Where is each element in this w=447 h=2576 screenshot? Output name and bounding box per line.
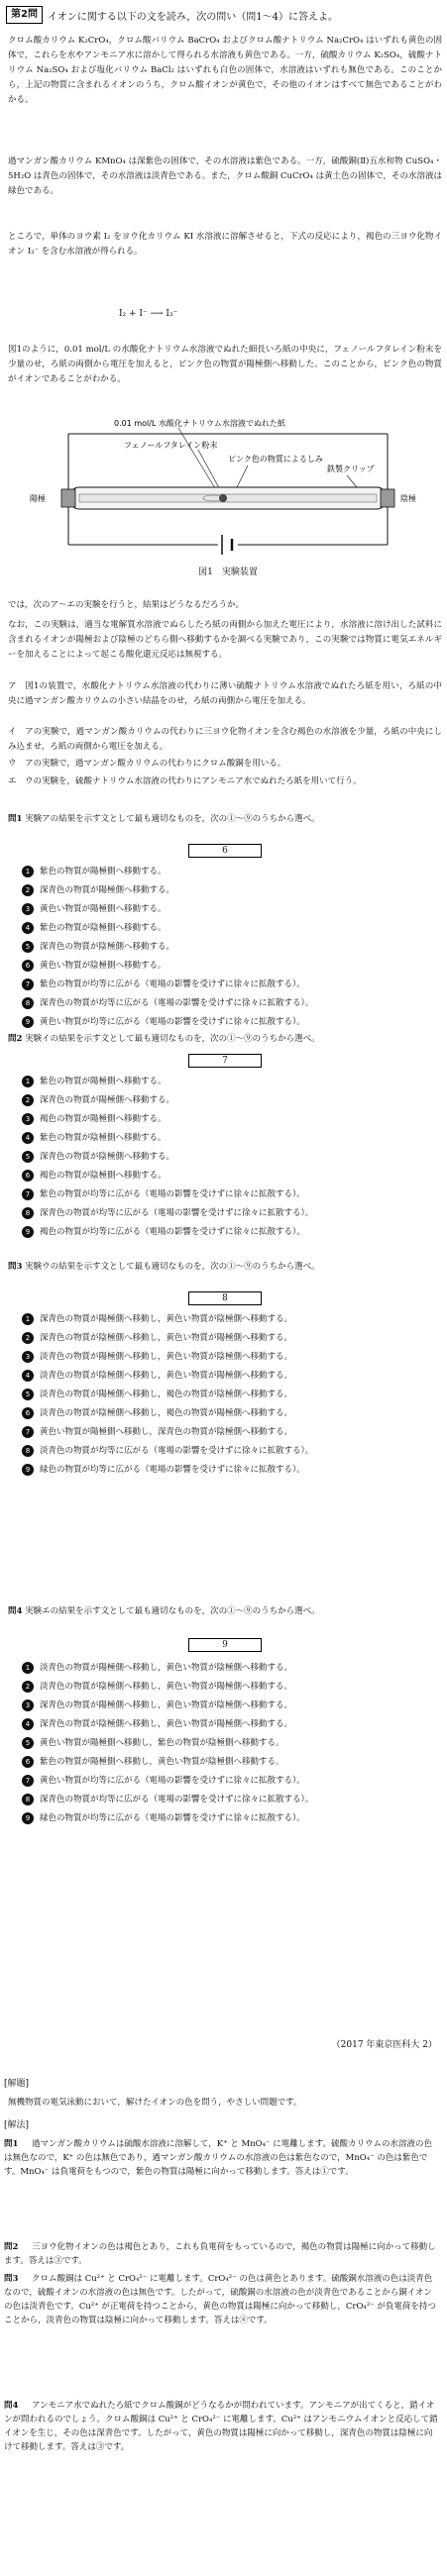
option-text: 黄色い物質が均等に広がる（電場の影響を受けずに徐々に拡散する）。	[40, 1017, 305, 1027]
question-3	[8, 1260, 442, 1275]
reaction-equation: I₂ + I⁻ ⟶ I₃⁻	[119, 309, 178, 319]
solution-item-3	[4, 2272, 440, 2327]
option-number-badge: 3	[22, 903, 34, 915]
question-2	[8, 1032, 442, 1047]
option-item[interactable]	[22, 1351, 438, 1363]
figure-caption: 図1 実験装置	[198, 567, 258, 577]
option-item[interactable]	[22, 1407, 438, 1419]
solution-item-2	[4, 2240, 440, 2268]
option-item[interactable]	[22, 1775, 438, 1787]
solution-item-1-label: 問1	[4, 2139, 19, 2149]
option-number-badge: 5	[22, 1389, 34, 1400]
option-number-badge: 7	[22, 1775, 34, 1787]
option-text: 深青色の物質が陰極側へ移動し，黄色い物質が陽極側へ移動する。	[40, 1333, 293, 1343]
option-number-badge: 3	[22, 1113, 34, 1125]
option-text: 深青色の物質が陽極側へ移動し，黄色い物質が陰極側へ移動する。	[40, 1314, 293, 1324]
option-number-badge: 5	[22, 941, 34, 953]
label-anode: 陽極	[30, 494, 46, 503]
option-text: 緑色の物質が均等に広がる（電場の影響を受けずに徐々に拡散する）。	[40, 1813, 305, 1823]
option-item[interactable]	[22, 1464, 438, 1476]
option-number-badge: 6	[22, 960, 34, 972]
option-text: 深青色の物質が均等に広がる（電場の影響を受けずに徐々に拡散する）。	[40, 998, 314, 1008]
solution-item-3-text: クロム酸銅は Cu²⁺ と CrO₄²⁻ に電離します。CrO₄²⁻ の色は黄色とあります。硫酸銅水溶液の色は淡青色なので，硫酸イオンの水溶液の色は無色です。したがって，硫酸銅の水溶液の色が淡青色であることから銅イオンの色は淡青色です。Cu²⁺ が正電荷を持つことから，黄色の物質は陽極に向かって移動し，CrO₄²⁻ が負電荷を持つことから，淡青色の物質は陰極に向かって移動します。答えは④です。	[4, 2274, 436, 2325]
question-2-text: 実験イの結果を示す文として最も適切なものを，次の①〜⑨のうちから選べ。	[25, 1034, 320, 1044]
option-number-badge: 9	[22, 1464, 34, 1476]
label-iron-clip: 鉄製クリップ	[327, 464, 375, 473]
option-text: 褐色の物質が陰極側へ移動する。	[40, 1171, 167, 1181]
option-text: 紫色の物質が陰極側へ移動する。	[40, 1133, 167, 1143]
question-1	[8, 812, 442, 827]
question-4-label: 問4	[8, 1606, 23, 1616]
option-number-badge: 7	[22, 1426, 34, 1438]
option-text: 淡青色の物質が陽極側へ移動し，褐色の物質が陰極側へ移動する。	[40, 1390, 293, 1399]
solution-item-2-label: 問2	[4, 2242, 19, 2252]
option-text: 褐色の物質が陽極側へ移動する。	[40, 1114, 167, 1124]
option-text: 深青色の物質が均等に広がる（電場の影響を受けずに徐々に拡散する）。	[40, 1208, 314, 1218]
label-phenolphthalein: フェノールフタレイン粉末	[124, 441, 218, 450]
option-text: 黄色い物質が陽極側へ移動する。	[40, 904, 167, 914]
option-item[interactable]	[22, 884, 438, 896]
option-item[interactable]	[22, 1718, 438, 1730]
option-item[interactable]	[22, 1132, 438, 1144]
option-number-badge: 8	[22, 1445, 34, 1457]
right-clip	[381, 489, 394, 507]
question-3-text: 実験ウの結果を示す文として最も適切なものを，次の①〜⑨のうちから選べ。	[25, 1262, 320, 1272]
option-item[interactable]	[22, 1170, 438, 1182]
option-number-badge: 9	[22, 1016, 34, 1028]
option-item[interactable]	[22, 1445, 438, 1457]
option-number-badge: 1	[22, 1313, 34, 1325]
answer-box-9[interactable]: 9	[188, 1638, 262, 1652]
option-number-badge: 8	[22, 1207, 34, 1219]
question-4-text: 実験エの結果を示す文として最も適切なものを，次の①〜⑨のうちから選べ。	[25, 1606, 320, 1616]
option-item[interactable]	[22, 1681, 438, 1693]
option-number-badge: 8	[22, 1794, 34, 1805]
option-number-badge: 5	[22, 1737, 34, 1749]
option-number-badge: 5	[22, 1151, 34, 1163]
option-item[interactable]	[22, 1812, 438, 1824]
option-text: 淡青色の物質が均等に広がる（電場の影響を受けずに徐々に拡散する）。	[40, 1446, 314, 1456]
option-number-badge: 7	[22, 1188, 34, 1200]
option-number-badge: 6	[22, 1170, 34, 1182]
question-1-text: 実験アの結果を示す文として最も適切なものを，次の①〜⑨のうちから選べ。	[25, 814, 320, 824]
option-text: 紫色の物質が陽極側へ移動し，黄色い物質が陰極側へ移動する。	[40, 1757, 284, 1767]
option-text: 深青色の物質が陽極側へ移動する。	[40, 1095, 175, 1105]
option-number-badge: 9	[22, 1812, 34, 1824]
wet-paper-strip	[79, 494, 377, 502]
solution-item-4-label: 問4	[4, 2401, 19, 2411]
option-number-badge: 1	[22, 1076, 34, 1087]
question-4	[8, 1604, 442, 1619]
option-text: 淡青色の物質が陰極側へ移動し，黄色い物質が陽極側へ移動する。	[40, 1371, 293, 1381]
option-text: 深青色の物質が均等に広がる（電場の影響を受けずに徐々に拡散する）。	[40, 1795, 314, 1804]
option-number-badge: 6	[22, 1756, 34, 1768]
option-item[interactable]	[22, 1016, 438, 1028]
option-number-badge: 1	[22, 1662, 34, 1674]
solution-item-3-label: 問3	[4, 2274, 19, 2284]
experiment-a: ア 図1の装置で，水酸化ナトリウム水溶液の代わりに薄い硫酸ナトリウム水溶液でぬれたろ紙を用い，ろ紙の中央に過マンガン酸カリウムの小さい結晶をのせ，ろ紙の両側から電圧を加える。	[8, 681, 442, 706]
solution-heading-1: [解題]	[4, 2079, 30, 2089]
option-item[interactable]	[22, 941, 438, 953]
label-cathode: 陰極	[400, 494, 416, 503]
answer-box-8[interactable]: 8	[188, 1291, 262, 1305]
option-number-badge: 6	[22, 1407, 34, 1419]
option-item[interactable]	[22, 1188, 438, 1200]
apparatus-diagram	[20, 406, 436, 584]
option-text: 紫色の物質が陰極側へ移動する。	[40, 923, 167, 933]
option-item[interactable]	[22, 1332, 438, 1344]
solution-summary: 無機物質の電気泳動において，解けたイオンの色を問う，やさしい問題です。	[8, 2098, 302, 2108]
problem-tag: 第2問	[6, 6, 43, 24]
option-item[interactable]	[22, 1737, 438, 1749]
option-number-badge: 2	[22, 1094, 34, 1106]
question-intro: では，次のア〜エの実験を行うと，結果はどうなるだろうか。	[8, 600, 245, 610]
option-item[interactable]	[22, 866, 438, 877]
option-text: 褐色の物質が均等に広がる（電場の影響を受けずに徐々に拡散する）。	[40, 1227, 305, 1237]
option-text: 黄色い物質が陰極側へ移動する。	[40, 961, 167, 971]
experiment-conditions: なお，この実験は，適当な電解質水溶液でぬらしたろ紙の両側から加えた電圧により，水溶液に溶け出した試料に含まれるイオンが陽極および陰極のどちら側へ移動するかを調べる実験であり，この実験では物質に電気エネルギーを加えることによって起こる酸化還元反応は無視する。	[8, 620, 442, 660]
solution-item-4	[4, 2399, 440, 2454]
solution-item-4-text: アンモニア水でぬれたろ紙でクロム酸銅がどうなるかが問われています。アンモニアが出てくると，錯イオンが問われるのでしょう。クロム酸銅は Cu²⁺ と CrO₄²⁻ に電離します。Cu²⁺ はアンモニウムイオンと反応して錯イオンを生じ，その色は深青色です。したがって，黄色の物質は陽極に向かって移動し，深青色の物質は陰極に向けて移動します。答えは③です。	[4, 2401, 438, 2452]
option-text: 紫色の物質が陽極側へ移動する。	[40, 867, 167, 876]
option-number-badge: 2	[22, 1332, 34, 1344]
option-number-badge: 4	[22, 1370, 34, 1382]
option-item[interactable]	[22, 1226, 438, 1238]
left-clip	[61, 489, 75, 507]
option-number-badge: 2	[22, 884, 34, 896]
option-text: 深青色の物質が陽極側へ移動し，黄色い物質が陰極側へ移動する。	[40, 1700, 293, 1710]
label-wet-paper: 0.01 mol/L 水酸化ナトリウム水溶液でぬれた紙	[114, 419, 285, 428]
option-number-badge: 3	[22, 1351, 34, 1363]
option-text: 淡青色の物質が陽極側へ移動し，黄色い物質が陰極側へ移動する。	[40, 1352, 293, 1362]
option-item[interactable]	[22, 997, 438, 1009]
option-item[interactable]	[22, 1313, 438, 1325]
problem-header	[0, 6, 447, 24]
solution-item-1-text: 過マンガン酸カリウムは硫酸水溶液に溶解して，K⁺ と MnO₄⁻ に電離します。硫酸カリウムの水溶液の色は無色なので，K⁺ の色は無色であり，過マンガン酸カリウムの水溶液の色は紫色なので，MnO₄⁻ の色は紫色です。MnO₄⁻ は負電荷をもつので，紫色の物質は陽極に向かって移動します。答えは①です。	[4, 2139, 432, 2177]
option-text: 紫色の物質が均等に広がる（電場の影響を受けずに徐々に拡散する）。	[40, 1189, 305, 1199]
solution-item-1	[4, 2137, 440, 2179]
option-number-badge: 1	[22, 866, 34, 877]
option-item[interactable]	[22, 1113, 438, 1125]
option-item[interactable]	[22, 1151, 438, 1163]
option-text: 紫色の物質が陽極側へ移動する。	[40, 1077, 167, 1086]
option-number-badge: 4	[22, 922, 34, 934]
figure-intro-paragraph: 図1のように，0.01 mol/L の水酸化ナトリウム水溶液でぬれた細長いろ紙の中央に，フェノールフタレイン粉末を少量のせ，ろ紙の両側から電圧を加えると，ピンク色の物質が陽極側へ移動した。このことから，ピンク色の物質がイオンであることがわかる。	[8, 345, 442, 384]
option-item[interactable]	[22, 1076, 438, 1087]
option-text: 紫色の物質が均等に広がる（電場の影響を受けずに徐々に拡散する）。	[40, 979, 305, 989]
intro-paragraph-3: ところで，単体のヨウ素 I₂ をヨウ化カリウム KI 水溶液に溶解させると，下式の反応により，褐色の三ヨウ化物イオン I₃⁻ を含む水溶液が得られる。	[8, 232, 442, 257]
option-item[interactable]	[22, 1426, 438, 1438]
option-text: 深青色の物質が陰極側へ移動し，黄色い物質が陽極側へ移動する。	[40, 1719, 293, 1729]
option-number-badge: 4	[22, 1132, 34, 1144]
option-text: 深青色の物質が陽極側へ移動する。	[40, 885, 175, 895]
source-citation: （2017 年東京医科大 2）	[331, 2040, 437, 2050]
question-1-label: 問1	[8, 814, 23, 824]
option-item[interactable]	[22, 1370, 438, 1382]
option-item[interactable]	[22, 1094, 438, 1106]
option-number-badge: 2	[22, 1681, 34, 1693]
label-pink-stain: ピンク色の物質によるしみ	[228, 455, 323, 464]
option-number-badge: 8	[22, 997, 34, 1009]
option-number-badge: 9	[22, 1226, 34, 1238]
option-item[interactable]	[22, 903, 438, 915]
option-item[interactable]	[22, 979, 438, 990]
option-item[interactable]	[22, 1662, 438, 1674]
figure-apparatus	[20, 406, 436, 594]
option-text: 淡青色の物質が陰極側へ移動し，褐色の物質が陽極側へ移動する。	[40, 1408, 293, 1418]
intro-paragraph-2: 過マンガン酸カリウム KMnO₄ は深紫色の固体で，その水溶液は紫色である。一方，硫酸銅(Ⅱ)五水和物 CuSO₄・5H₂O は青色の固体で，その水溶液は淡青色である。また，クロム酸銅 CuCrO₄ は黄土色の固体で，その水溶液は緑色である。	[8, 156, 442, 196]
option-item[interactable]	[22, 1389, 438, 1400]
question-3-label: 問3	[8, 1262, 23, 1272]
experiment-c: ウ アの実験で，過マンガン酸カリウムの代わりにクロム酸銅を用いる。	[8, 759, 286, 769]
option-text: 淡青色の物質が陰極側へ移動し，黄色い物質が陽極側へ移動する。	[40, 1682, 293, 1692]
option-text: 緑色の物質が均等に広がる（電場の影響を受けずに徐々に拡散する）。	[40, 1465, 305, 1475]
option-text: 淡青色の物質が陽極側へ移動し，黄色い物質が陰極側へ移動する。	[40, 1663, 293, 1673]
option-text: 黄色い物質が陽極側へ移動し，深青色の物質が陰極側へ移動する。	[40, 1427, 293, 1437]
experiment-d: エ ウの実験を，硫酸ナトリウム水溶液の代わりにアンモニア水でぬれたろ紙を用いて行う。	[8, 776, 362, 786]
answer-box-7[interactable]: 7	[188, 1054, 262, 1068]
question-2-label: 問2	[8, 1034, 23, 1044]
option-item[interactable]	[22, 922, 438, 934]
solution-item-2-text: 三ヨウ化物イオンの色は褐色とあり，これも負電荷をもっているので，褐色の物質は陽極に向かって移動します。答えは③です。	[4, 2242, 436, 2266]
option-item[interactable]	[22, 1700, 438, 1711]
option-item[interactable]	[22, 1794, 438, 1805]
option-item[interactable]	[22, 1207, 438, 1219]
solution-heading-2: [解法]	[4, 2120, 30, 2130]
option-number-badge: 7	[22, 979, 34, 990]
option-text: 黄色い物質が均等に広がる（電場の影響を受けずに徐々に拡散する）。	[40, 1776, 305, 1786]
option-number-badge: 4	[22, 1718, 34, 1730]
option-item[interactable]	[22, 1756, 438, 1768]
option-text: 深青色の物質が陰極側へ移動する。	[40, 942, 175, 952]
problem-instruction: イオンに関する以下の文を読み，次の問い（問1～4）に答えよ。	[48, 12, 339, 23]
answer-box-6[interactable]: 6	[188, 844, 262, 858]
experiment-b: イ アの実験で，過マンガン酸カリウムの代わりに三ヨウ化物イオンを含む褐色の水溶液を少量，ろ紙の中央にしみ込ませ，ろ紙の両側から電圧を加える。	[8, 727, 442, 752]
option-item[interactable]	[22, 960, 438, 972]
option-text: 深青色の物質が陰極側へ移動する。	[40, 1152, 175, 1162]
option-number-badge: 3	[22, 1700, 34, 1711]
option-text: 黄色い物質が陽極側へ移動し，紫色の物質が陰極側へ移動する。	[40, 1738, 284, 1748]
intro-paragraph-1: クロム酸カリウム K₂CrO₄，クロム酸バリウム BaCrO₄ およびクロム酸ナトリウム Na₂CrO₄ はいずれも黄色の固体で，これらを水やアンモニア水に溶かして得られる水溶液も黄色である。一方，硫酸カリウム K₂SO₄，硫酸ナトリウム Na₂SO₄ および塩化バリウム BaCl₂ はいずれも白色の固体で，水溶液はいずれも無色である。このことから，上記の物質に含まれるイオンのうち，クロム酸イオンが黄色で，その他のイオンはすべて無色であることがわかる。	[8, 36, 442, 105]
